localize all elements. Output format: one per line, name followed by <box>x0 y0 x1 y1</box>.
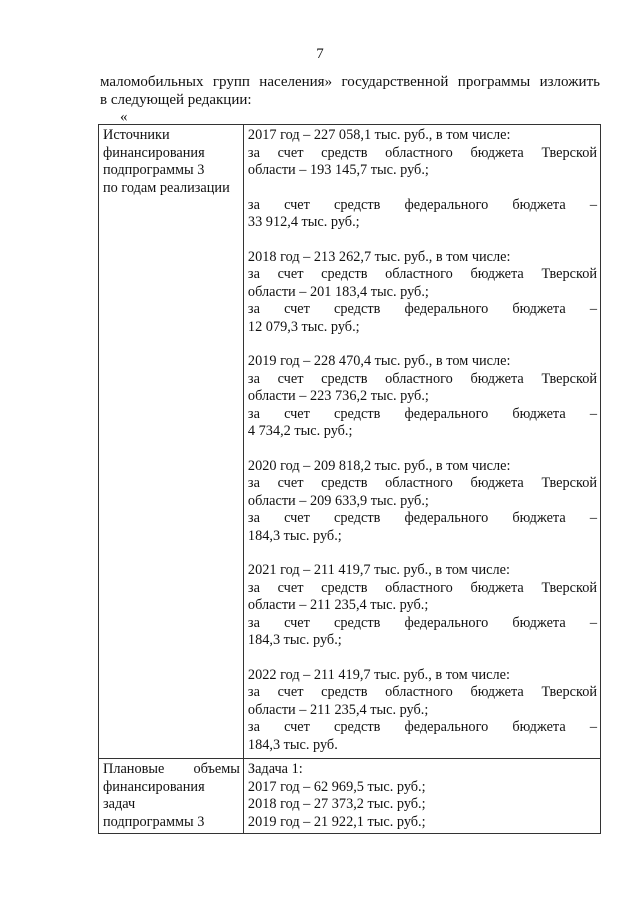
federal-budget-line <box>248 510 597 528</box>
word: средств <box>334 196 381 213</box>
task-line: 2018 год – 27 373,2 тыс. руб.; <box>247 796 426 812</box>
year-total-line: 2018 год – 213 262,7 тыс. руб., в том числе: <box>247 248 511 265</box>
word: федерального <box>404 301 489 317</box>
regional-budget-amount: области – 201 183,4 тыс. руб.; <box>247 283 429 300</box>
intro-word: групп <box>212 74 250 90</box>
word: областного <box>385 266 453 282</box>
word: бюджета <box>512 719 566 735</box>
page-number: 7 <box>316 46 324 62</box>
year-total-line: 2021 год – 211 419,7 тыс. руб., в том числе: <box>247 562 510 578</box>
year-total-line: 2017 год – 227 058,1 тыс. руб., в том числе: <box>247 127 511 143</box>
word: счет <box>277 370 304 387</box>
federal-budget-amount: 184,3 тыс. руб.; <box>247 527 342 544</box>
regional-budget-amount: области – 209 633,9 тыс. руб.; <box>247 492 429 509</box>
word: областного <box>385 684 453 700</box>
intro-word: программы <box>457 74 531 90</box>
regional-budget-line <box>248 145 597 163</box>
word: бюджета <box>512 510 566 526</box>
word: средств <box>334 719 381 735</box>
year-block <box>248 249 597 337</box>
word: средств <box>321 684 368 700</box>
word: Тверской <box>541 579 598 596</box>
regional-budget-line <box>248 371 597 389</box>
label-line: финансирования <box>103 778 205 795</box>
regional-budget-line <box>248 475 597 493</box>
federal-budget-amount: 33 912,4 тыс. руб.; <box>247 214 360 230</box>
word: федерального <box>404 510 489 526</box>
word: средств <box>334 301 381 317</box>
label-line: по годам реализации <box>103 179 230 196</box>
word: областного <box>385 370 453 387</box>
word: за <box>247 510 260 526</box>
planned-volumes-content <box>243 759 600 834</box>
regional-budget-line <box>248 266 597 284</box>
word: бюджета <box>512 405 566 422</box>
federal-budget-line <box>248 301 597 319</box>
federal-budget-amount: 184,3 тыс. руб. <box>247 736 338 753</box>
label-line: Источники <box>103 127 170 143</box>
year-total-line: 2019 год – 228 470,4 тыс. руб., в том числе: <box>247 353 511 369</box>
label-line <box>103 761 240 779</box>
word: счет <box>284 405 310 422</box>
label-line: задач <box>103 796 136 812</box>
federal-budget-amount: 184,3 тыс. руб.; <box>247 632 342 648</box>
regional-budget-amount: области – 193 145,7 тыс. руб.; <box>247 162 429 178</box>
word: средств <box>321 144 368 161</box>
intro-word: населения» <box>259 74 333 90</box>
word: за <box>247 719 260 735</box>
word: за <box>247 301 260 317</box>
word: бюджета <box>470 684 524 700</box>
word: областного <box>385 579 453 596</box>
financing-sources-content <box>243 125 600 759</box>
word: бюджета <box>512 614 566 631</box>
word: – <box>589 719 597 735</box>
intro-word: изложить <box>539 74 600 90</box>
word: федерального <box>404 405 489 422</box>
label-line: финансирования <box>103 144 205 161</box>
word: бюджета <box>470 370 524 387</box>
regional-budget-amount: области – 211 235,4 тыс. руб.; <box>247 701 429 718</box>
task-line: 2017 год – 62 969,5 тыс. руб.; <box>247 778 426 795</box>
word: областного <box>385 475 453 491</box>
year-block <box>248 458 597 546</box>
regional-budget-line <box>248 580 597 598</box>
word: за <box>247 370 260 387</box>
intro-line-1 <box>100 73 600 91</box>
word: федерального <box>404 614 489 631</box>
spacer <box>248 180 597 197</box>
word: за <box>247 614 260 631</box>
year-block <box>248 667 597 755</box>
word: средств <box>321 370 368 387</box>
label-word: объемы <box>193 761 240 777</box>
word: за <box>247 475 260 491</box>
word: средств <box>334 405 381 422</box>
word: – <box>589 614 597 631</box>
word: счет <box>284 510 310 526</box>
intro-word: государственной <box>341 74 449 90</box>
word: средств <box>334 614 381 631</box>
intro-paragraph <box>100 73 600 109</box>
federal-budget-line <box>248 197 597 215</box>
word: федерального <box>404 719 489 735</box>
word: счет <box>277 144 304 161</box>
word: Тверской <box>541 144 598 161</box>
task-title: Задача 1: <box>247 761 303 777</box>
year-block <box>248 127 597 232</box>
word: средств <box>334 510 381 526</box>
word: – <box>589 196 597 213</box>
word: средств <box>321 579 368 596</box>
word: счет <box>277 684 304 700</box>
financing-sources-row <box>99 125 601 759</box>
word: средств <box>321 475 368 491</box>
word: областного <box>385 144 453 161</box>
word: за <box>247 266 260 282</box>
label-line: подпрограммы 3 <box>103 813 205 830</box>
intro-line-2: в следующей редакции: <box>100 92 252 108</box>
planned-volumes-label <box>99 759 244 834</box>
word: Тверской <box>541 684 598 700</box>
regional-budget-line <box>248 684 597 702</box>
regional-budget-amount: области – 223 736,2 тыс. руб.; <box>247 388 429 404</box>
word: бюджета <box>470 579 524 596</box>
word: бюджета <box>470 144 524 161</box>
federal-budget-line <box>248 615 597 633</box>
word: – <box>589 405 597 422</box>
word: счет <box>284 301 310 317</box>
subprogram-table <box>98 124 601 834</box>
word: счет <box>277 266 304 282</box>
label-line: подпрограммы 3 <box>103 162 205 178</box>
word: – <box>589 510 597 526</box>
word: счет <box>284 614 310 631</box>
label-word: Плановые <box>103 761 165 777</box>
word: за <box>247 579 260 596</box>
word: – <box>589 301 597 317</box>
word: счет <box>284 196 310 213</box>
federal-budget-amount: 12 079,3 тыс. руб.; <box>247 318 360 335</box>
federal-budget-line <box>248 719 597 737</box>
word: счет <box>277 475 304 491</box>
word: за <box>247 684 260 700</box>
year-total-line: 2020 год – 209 818,2 тыс. руб., в том числе: <box>247 457 511 474</box>
word: Тверской <box>541 475 598 491</box>
intro-word: маломобильных <box>100 74 204 90</box>
word: бюджета <box>470 475 524 491</box>
word: счет <box>284 719 310 735</box>
years-list <box>248 127 597 754</box>
word: счет <box>277 579 304 596</box>
word: бюджета <box>512 301 566 317</box>
word: Тверской <box>541 266 598 282</box>
regional-budget-amount: области – 211 235,4 тыс. руб.; <box>247 597 429 613</box>
word: средств <box>321 266 368 282</box>
word: бюджета <box>470 266 524 282</box>
year-block <box>248 562 597 650</box>
word: за <box>247 196 260 213</box>
planned-volumes-row <box>99 759 601 834</box>
word: за <box>247 144 260 161</box>
opening-quote: « <box>120 109 128 125</box>
financing-sources-label <box>99 125 244 759</box>
word: бюджета <box>512 196 566 213</box>
year-block <box>248 353 597 441</box>
federal-budget-line <box>248 406 597 424</box>
federal-budget-amount: 4 734,2 тыс. руб.; <box>247 423 353 439</box>
word: Тверской <box>541 370 598 387</box>
word: федерального <box>404 196 489 213</box>
task-line: 2019 год – 21 922,1 тыс. руб.; <box>247 813 426 830</box>
year-total-line: 2022 год – 211 419,7 тыс. руб., в том числе: <box>247 666 510 683</box>
word: за <box>247 405 260 422</box>
